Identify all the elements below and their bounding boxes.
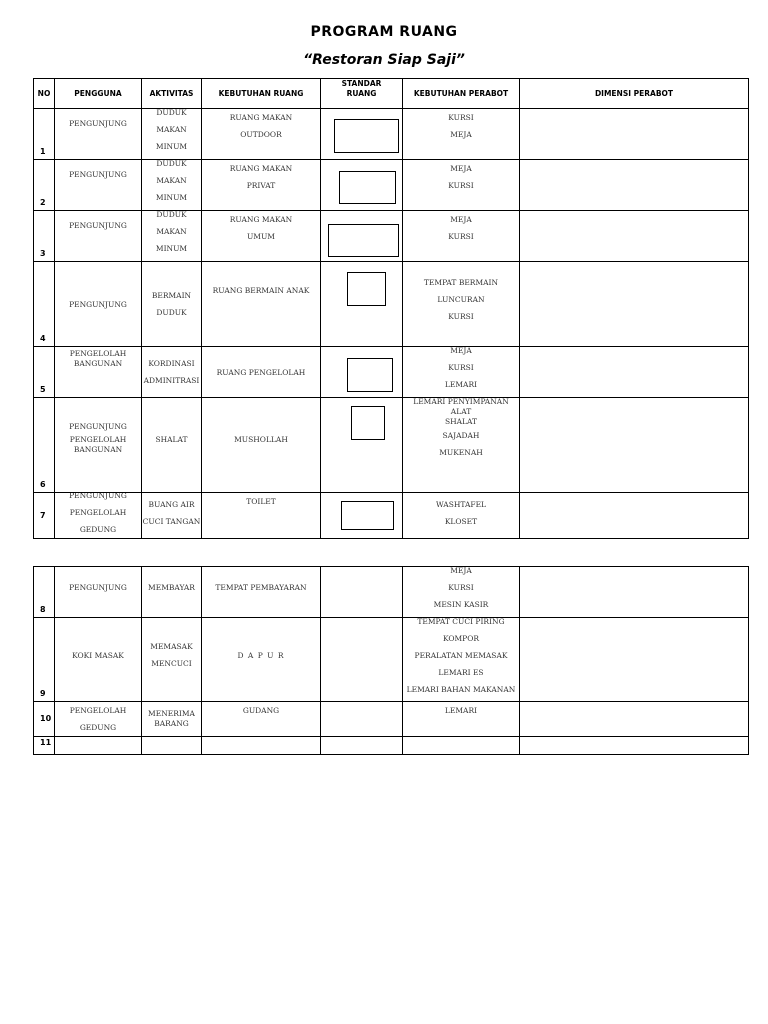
pengguna-cell xyxy=(55,737,142,755)
aktivitas-cell xyxy=(142,109,202,160)
ruang-cell xyxy=(202,262,321,347)
perabot-text: KOMPOR xyxy=(442,634,480,643)
ruang-cell xyxy=(202,567,321,618)
aktivitas-cell xyxy=(142,211,202,262)
table-row xyxy=(34,109,749,160)
standar-cell xyxy=(321,737,403,755)
pengguna-text: PENGELOLAH xyxy=(69,349,127,358)
perabot-text: MEJA xyxy=(450,215,472,224)
aktivitas-text: BUANG AIR xyxy=(148,499,195,509)
header-kebutuhan-ruang: KEBUTUHAN RUANG xyxy=(202,79,321,109)
header-standar-line-1: STANDAR xyxy=(341,79,382,88)
ruang-text: RUANG MAKAN xyxy=(229,215,293,224)
aktivitas-text: MINUM xyxy=(155,193,188,202)
pengguna-cell xyxy=(55,262,142,347)
perabot-cell xyxy=(403,398,520,493)
ruang-text: TOILET xyxy=(246,497,276,506)
standar-sketch-box xyxy=(334,119,399,153)
aktivitas-text: MEMBAYAR xyxy=(148,583,195,592)
ruang-cell xyxy=(202,493,321,539)
row-number: 11 xyxy=(34,737,55,755)
row-number: 9 xyxy=(34,618,55,702)
standar-cell xyxy=(321,398,403,493)
table-row xyxy=(34,160,749,211)
perabot-cell xyxy=(403,493,520,539)
standar-sketch-box xyxy=(351,406,385,440)
dimensi-cell xyxy=(520,737,749,755)
header-standar-line-2: RUANG xyxy=(346,89,377,98)
standar-sketch-box xyxy=(339,171,396,204)
standar-sketch-box xyxy=(347,358,393,392)
ruang-text: RUANG BERMAIN ANAK xyxy=(212,286,310,295)
row-number: 1 xyxy=(34,109,55,160)
aktivitas-text: MAKAN xyxy=(156,227,187,236)
row-number: 6 xyxy=(34,398,55,493)
aktivitas-text: MENCUCI xyxy=(151,659,192,668)
dimensi-cell xyxy=(520,493,749,539)
perabot-text: KURSI xyxy=(448,181,474,190)
perabot-text: KURSI xyxy=(448,363,474,372)
perabot-text: LEMARI ES xyxy=(438,668,484,677)
page-title: PROGRAM RUANG xyxy=(310,24,458,40)
ruang-cell xyxy=(202,211,321,262)
perabot-text: MEJA xyxy=(450,566,472,575)
pengguna-text: PENGUNJUNG xyxy=(69,583,127,592)
pengguna-text: PENGELOLAH GEDUNG xyxy=(69,706,127,732)
perabot-text: KURSI xyxy=(448,312,474,321)
ruang-text: RUANG MAKAN xyxy=(229,113,293,122)
program-table-1 xyxy=(33,78,749,539)
perabot-cell xyxy=(403,160,520,211)
aktivitas-text: MINUM xyxy=(155,142,188,151)
standar-cell xyxy=(321,109,403,160)
ruang-cell xyxy=(202,618,321,702)
pengguna-text: PENGELOLAH GEDUNG xyxy=(69,508,127,534)
table-row xyxy=(34,262,749,347)
dimensi-cell xyxy=(520,211,749,262)
table-row xyxy=(34,398,749,493)
aktivitas-text: DUDUK xyxy=(156,108,187,117)
perabot-text: MESIN KASIR xyxy=(433,600,489,609)
perabot-text: MUKENAH xyxy=(439,448,483,457)
dimensi-cell xyxy=(520,347,749,398)
aktivitas-cell xyxy=(142,493,202,539)
perabot-text: LEMARI BAHAN MAKANAN xyxy=(406,685,516,694)
standar-cell xyxy=(321,347,403,398)
table-row xyxy=(34,702,749,737)
header-pengguna: PENGGUNA xyxy=(55,79,142,109)
pengguna-cell xyxy=(55,211,142,262)
dimensi-cell xyxy=(520,618,749,702)
ruang-text: OUTDOOR xyxy=(240,130,282,139)
standar-cell xyxy=(321,211,403,262)
standar-cell xyxy=(321,702,403,737)
standar-sketch-box xyxy=(328,224,399,257)
standar-cell xyxy=(321,618,403,702)
pengguna-text: PENGUNJUNG xyxy=(69,422,127,431)
perabot-text: SHALAT xyxy=(444,417,478,426)
perabot-text: KLOSET xyxy=(444,516,478,526)
perabot-cell xyxy=(403,737,520,755)
aktivitas-text: CUCI TANGAN xyxy=(142,516,201,526)
perabot-text: LEMARI PENYIMPANAN ALAT xyxy=(413,397,509,416)
aktivitas-text: DUDUK xyxy=(156,308,187,317)
pengguna-text: PENGUNJUNG xyxy=(69,119,127,128)
table-row xyxy=(34,211,749,262)
ruang-cell xyxy=(202,702,321,737)
row-number: 8 xyxy=(34,567,55,618)
perabot-text: TEMPAT CUCI PIRING xyxy=(417,617,505,626)
row-number: 2 xyxy=(34,160,55,211)
perabot-cell xyxy=(403,262,520,347)
pengguna-cell xyxy=(55,493,142,539)
table-row xyxy=(34,618,749,702)
perabot-text: MEJA xyxy=(450,346,472,355)
aktivitas-cell xyxy=(142,160,202,211)
perabot-cell xyxy=(403,702,520,737)
ruang-text: RUANG MAKAN xyxy=(229,164,293,173)
ruang-text: GUDANG xyxy=(242,706,280,715)
perabot-text: MEJA xyxy=(450,164,472,173)
pengguna-cell xyxy=(55,702,142,737)
aktivitas-text: ADMINITRASI xyxy=(143,376,200,385)
pengguna-text: PENGELOLAH xyxy=(69,435,127,444)
aktivitas-text: BARANG xyxy=(154,719,189,728)
aktivitas-cell xyxy=(142,347,202,398)
aktivitas-text: MINUM xyxy=(155,244,188,253)
ruang-cell xyxy=(202,737,321,755)
standar-sketch-box xyxy=(341,501,394,530)
ruang-text: D A P U R xyxy=(237,651,285,660)
aktivitas-cell xyxy=(142,702,202,737)
aktivitas-text: KORDINASI xyxy=(148,359,195,368)
standar-cell xyxy=(321,160,403,211)
perabot-text: MEJA xyxy=(450,130,472,139)
dimensi-cell xyxy=(520,109,749,160)
aktivitas-cell xyxy=(142,618,202,702)
aktivitas-cell xyxy=(142,398,202,493)
pengguna-text: PENGUNJUNG xyxy=(69,170,127,179)
ruang-cell xyxy=(202,109,321,160)
program-table-2 xyxy=(33,566,749,755)
header-row xyxy=(34,79,749,109)
table-row xyxy=(34,737,749,755)
dimensi-cell xyxy=(520,160,749,211)
ruang-text: UMUM xyxy=(246,232,275,241)
aktivitas-text: BERMAIN xyxy=(151,291,192,300)
ruang-cell xyxy=(202,398,321,493)
dimensi-cell xyxy=(520,567,749,618)
aktivitas-cell xyxy=(142,737,202,755)
dimensi-cell xyxy=(520,398,749,493)
row-number: 7 xyxy=(34,493,55,539)
perabot-text: TEMPAT BERMAIN xyxy=(423,278,499,287)
standar-cell xyxy=(321,262,403,347)
pengguna-cell xyxy=(55,398,142,493)
perabot-cell xyxy=(403,109,520,160)
table-row xyxy=(34,567,749,618)
pengguna-text: PENGUNJUNG xyxy=(69,299,127,309)
ruang-cell xyxy=(202,347,321,398)
aktivitas-text: MAKAN xyxy=(156,176,187,185)
pengguna-cell xyxy=(55,160,142,211)
header-no: NO xyxy=(34,79,55,109)
perabot-cell xyxy=(403,211,520,262)
row-number: 5 xyxy=(34,347,55,398)
ruang-text: RUANG PENGELOLAH xyxy=(216,367,306,377)
standar-sketch-box xyxy=(347,272,386,306)
ruang-text: MUSHOLLAH xyxy=(234,435,288,444)
pengguna-cell xyxy=(55,347,142,398)
pengguna-cell xyxy=(55,109,142,160)
perabot-text: WASHTAFEL xyxy=(435,499,487,509)
header-aktivitas: AKTIVITAS xyxy=(142,79,202,109)
perabot-text: KURSI xyxy=(448,232,474,241)
perabot-cell xyxy=(403,618,520,702)
perabot-text: LEMARI xyxy=(444,380,478,389)
header-standar-ruang xyxy=(321,79,403,109)
aktivitas-cell xyxy=(142,567,202,618)
aktivitas-text: MENERIMA xyxy=(148,709,195,718)
perabot-cell xyxy=(403,347,520,398)
dimensi-cell xyxy=(520,262,749,347)
perabot-text: KURSI xyxy=(448,113,474,122)
perabot-text: PERALATAN MEMASAK xyxy=(414,651,508,660)
aktivitas-text: MEMASAK xyxy=(150,642,193,651)
row-number: 3 xyxy=(34,211,55,262)
pengguna-text: BANGUNAN xyxy=(73,445,123,454)
perabot-text: LEMARI xyxy=(444,706,478,715)
page-subtitle: “Restoran Siap Saji” xyxy=(303,52,465,68)
aktivitas-text: DUDUK xyxy=(156,159,187,168)
row-number: 10 xyxy=(34,702,55,737)
perabot-text: KURSI xyxy=(448,583,474,592)
dimensi-cell xyxy=(520,702,749,737)
row-number: 4 xyxy=(34,262,55,347)
perabot-cell xyxy=(403,567,520,618)
perabot-text: SAJADAH xyxy=(442,431,480,440)
pengguna-cell xyxy=(55,567,142,618)
pengguna-text: PENGUNJUNG xyxy=(69,221,127,230)
aktivitas-cell xyxy=(142,262,202,347)
ruang-text: TEMPAT PEMBAYARAN xyxy=(215,583,307,592)
table-row xyxy=(34,347,749,398)
ruang-cell xyxy=(202,160,321,211)
pengguna-text: BANGUNAN xyxy=(73,359,123,368)
pengguna-cell xyxy=(55,618,142,702)
pengguna-text: PENGUNJUNG xyxy=(69,492,127,500)
pengguna-text: KOKI MASAK xyxy=(72,651,124,660)
ruang-text: PRIVAT xyxy=(246,181,276,190)
standar-cell xyxy=(321,567,403,618)
aktivitas-text: MAKAN xyxy=(156,125,187,134)
perabot-text: LUNCURAN xyxy=(437,295,485,304)
aktivitas-text: DUDUK xyxy=(156,210,187,219)
header-dimensi-perabot: DIMENSI PERABOT xyxy=(520,79,749,109)
header-kebutuhan-perabot: KEBUTUHAN PERABOT xyxy=(403,79,520,109)
aktivitas-text: SHALAT xyxy=(155,435,188,444)
